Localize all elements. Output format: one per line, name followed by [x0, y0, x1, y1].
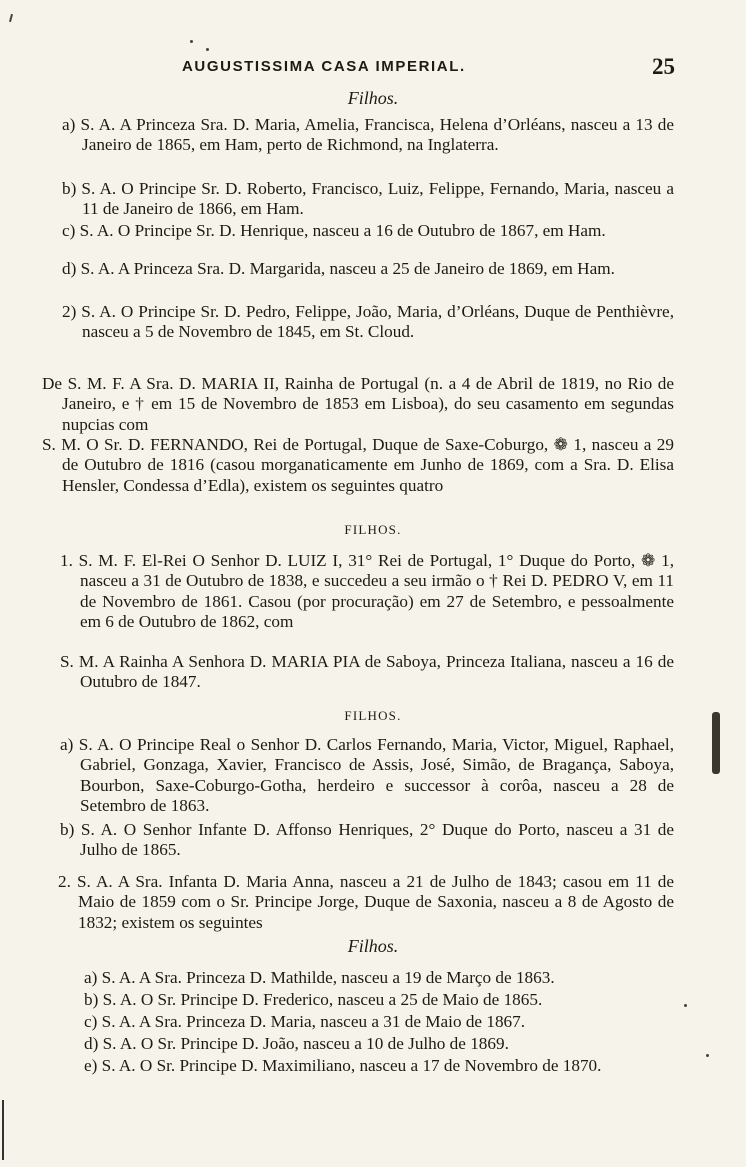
paragraph-d3: d) S. A. O Sr. Principe D. João, nasceu a 10 de Julho de 1869.: [84, 1034, 509, 1053]
paragraph-2: 2) S. A. O Principe Sr. D. Pedro, Felippe, João, Maria, d’Orléans, Duque de Penthièvre, nasceu a 5 de Novembro de 1845, em St. Cloud.: [62, 302, 674, 342]
paragraph-b2: b) S. A. O Senhor Infante D. Affonso Henriques, 2° Duque do Porto, nasceu a 31 de Julho de 1865.: [60, 820, 674, 860]
paragraph-2b: 2. S. A. A Sra. Infanta D. Maria Anna, nasceu a 21 de Julho de 1843; casou em 11 de Maio de 1859 com o Sr. Principe Jorge, Duque de Saxonia, nasceu a 8 de Agosto de 1832; existem os seguintes: [58, 872, 674, 932]
paragraph-a3: a) S. A. A Sra. Princeza D. Mathilde, nasceu a 19 de Março de 1863.: [84, 968, 555, 987]
page-number: 25: [652, 54, 675, 79]
paragraph-1: 1. S. M. F. El-Rei O Senhor D. LUIZ I, 31° Rei de Portugal, 1° Duque do Porto, ❁ 1, nasceu a 31 de Outubro de 1838, e succedeu a seu irmão o † Rei D. PEDRO V, em 11 de Novembro de 1861. Casou (por procuração) em 27 de Setembro, e pessoalmente em 6 de Outubro de 1862, com: [60, 551, 674, 632]
ink-mark: [9, 14, 13, 22]
paragraph-e3: e) S. A. O Sr. Principe D. Maximiliano, nasceu a 17 de Novembro de 1870.: [84, 1056, 602, 1075]
ink-stain: [712, 712, 720, 774]
section-heading-filhos-bottom: Filhos.: [347, 936, 399, 956]
speck: [706, 1054, 709, 1057]
paragraph-rainha: S. M. A Rainha A Senhora D. MARIA PIA de Saboya, Princeza Italiana, nasceu a 16 de Outubro de 1847.: [60, 652, 674, 692]
paragraph-b3: b) S. A. O Sr. Principe D. Frederico, nasceu a 25 de Maio de 1865.: [84, 990, 543, 1009]
paragraph-c1: c) S. A. O Principe Sr. D. Henrique, nasceu a 16 de Outubro de 1867, em Ham.: [62, 221, 606, 240]
speck: [206, 48, 209, 51]
paragraph-de-sm: De S. M. F. A Sra. D. MARIA II, Rainha de Portugal (n. a 4 de Abril de 1819, no Rio de Janeiro, e † em 15 de Novembro de 1853 em Lisboa), do seu casamento em segundas nupcias com: [42, 374, 674, 434]
paragraph-a1: a) S. A. A Princeza Sra. D. Maria, Amelia, Francisca, Helena d’Orléans, nasceu a 13 de Janeiro de 1865, em Ham, perto de Richmond, na Inglaterra.: [62, 115, 674, 155]
section-heading-filhos-caps-2: FILHOS.: [344, 708, 402, 723]
paragraph-c3: c) S. A. A Sra. Princeza D. Maria, nasceu a 31 de Maio de 1867.: [84, 1012, 526, 1031]
paragraph-a2: a) S. A. O Principe Real o Senhor D. Carlos Fernando, Maria, Victor, Miguel, Raphael, Gabriel, Gonzaga, Xavier, Francisco de Assis, José, Simão, de Bragança, Saboya, Bourbon, Saxe-Coburgo-Gotha, herdeiro e successor à corôa, nasceu a 28 de Setembro de 1863.: [60, 735, 674, 816]
speck: [684, 1004, 687, 1007]
page-header: [0, 54, 746, 84]
section-heading-filhos-caps: FILHOS.: [344, 522, 402, 537]
running-title: AUGUSTISSIMA CASA IMPERIAL.: [182, 58, 466, 75]
paragraph-fernando: S. M. O Sr. D. FERNANDO, Rei de Portugal, Duque de Saxe-Coburgo, ❁ 1, nasceu a 29 de Outubro de 1816 (casou morganaticamente em Junho de 1869, com a Sra. D. Elisa Hensler, Condessa d’Edla), existem os seguintes quatro: [42, 435, 674, 495]
section-heading-filhos: Filhos.: [347, 88, 399, 108]
paragraph-d1: d) S. A. A Princeza Sra. D. Margarida, nasceu a 25 de Janeiro de 1869, em Ham.: [62, 259, 615, 278]
paragraph-b1: b) S. A. O Principe Sr. D. Roberto, Francisco, Luiz, Felippe, Fernando, Maria, nasceu a 11 de Janeiro de 1866, em Ham.: [62, 179, 674, 219]
margin-line: [2, 1100, 4, 1160]
speck: [190, 40, 193, 43]
